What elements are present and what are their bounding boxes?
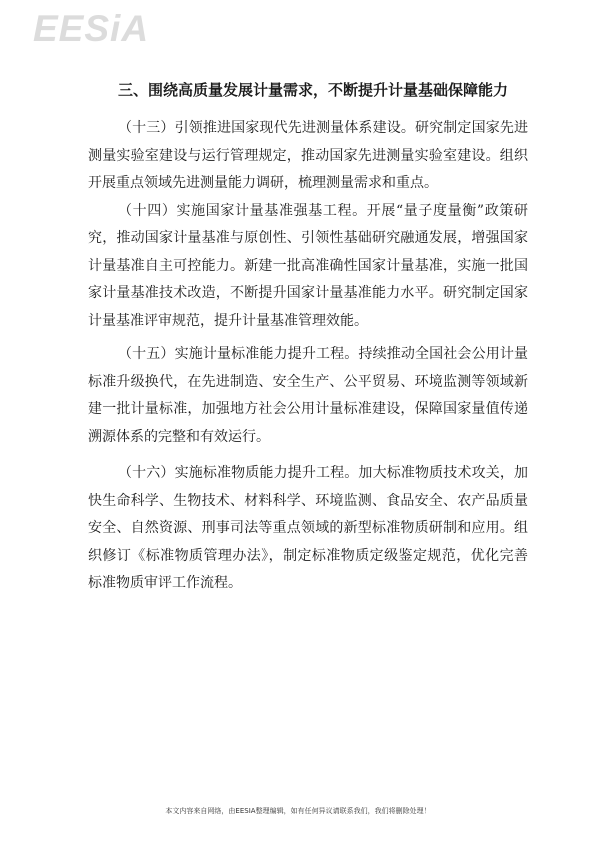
paragraph-15: （十五）实施计量标准能力提升工程。持续推动全国社会公用计量标准升级换代，在先进制造、安全生产、公平贸易、环境监测等领域新建一批计量标准，加强地方社会公用计量标准建设，保障国家量值传递溯源体系的完整和有效运行。 bbox=[88, 346, 528, 445]
paragraph-14: （十四）实施国家计量基准强基工程。开展“量子度量衡”政策研究，推动国家计量基准与原创性、引领性基础研究融通发展，增强国家计量基准自主可控能力。新建一批高准确性国家计量基准，实施一批国家计量基准技术改造，不断提升国家计量基准能力水平。研究制定国家计量基准评审规范，提升计量基准管理效能。 bbox=[88, 202, 528, 329]
paragraph-16: （十六）实施标准物质能力提升工程。加大标准物质技术攻关，加快生命科学、生物技术、材料科学、环境监测、食品安全、农产品质量安全、自然资源、刑事司法等重点领域的新型标准物质研制和应用。组织修订《标准物质管理办法》，制定标准物质定级鉴定规范，优化完善标准物质审评工作流程。 bbox=[88, 465, 528, 591]
section-heading: 三、围绕高质量发展计量需求，不断提升计量基础保障能力 bbox=[118, 81, 509, 99]
paragraph-13: （十三）引领推进国家现代先进测量体系建设。研究制定国家先进测量实验室建设与运行管理规定，推动国家先进测量实验室建设。组织开展重点领域先进测量能力调研，梳理测量需求和重点。 bbox=[88, 120, 528, 191]
document-body bbox=[88, 76, 528, 598]
footer-disclaimer: 本文内容来自网络，由EESIA整理编辑，如有任何异议请联系我们，我们将删除处理！ bbox=[165, 807, 431, 815]
eesia-logo: EESiA bbox=[33, 8, 150, 49]
